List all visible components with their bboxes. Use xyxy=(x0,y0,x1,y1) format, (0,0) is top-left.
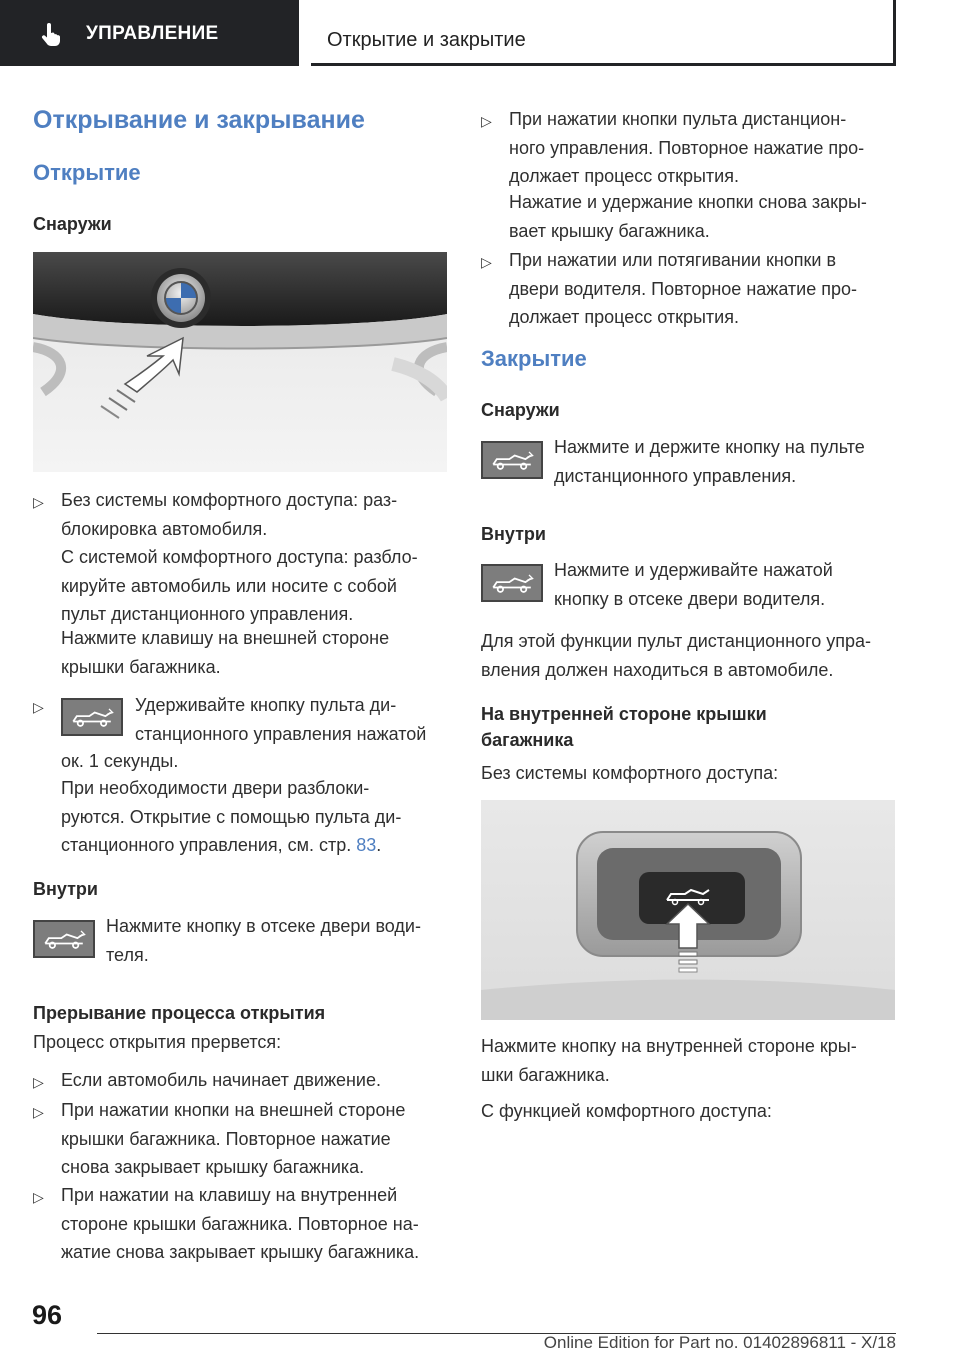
subheading-outside: Снаружи xyxy=(481,400,560,420)
figure-inner-lid-button xyxy=(481,800,895,1020)
bullet-marker: ▷ xyxy=(33,494,44,510)
subheading-inner-lid: На внутренней стороне крышки багажника xyxy=(481,704,767,750)
paragraph-no-comfort-access: Без системы комфортного доступа: xyxy=(481,763,779,783)
paragraph-with-comfort: С функцией комфортного доступа: xyxy=(481,1101,772,1121)
trunk-illustration xyxy=(33,252,447,472)
paragraph-press-outside: Нажмите клавишу на внешней стороне крышки багажника. xyxy=(61,628,390,677)
car-trunk-key-icon xyxy=(481,441,543,479)
section-heading-close: Закрытие xyxy=(481,346,587,371)
list-item: Если автомобиль начинает движение. xyxy=(61,1070,382,1090)
car-trunk-key-icon xyxy=(481,564,543,602)
chapter-header xyxy=(311,0,896,66)
footer-edition: Online Edition for Part no. 01402896811 - X/18 xyxy=(543,1333,896,1352)
paragraph-remote-in-vehicle: Для этой функции пульт дистанционного упра- вления должен находиться в автомобиле. xyxy=(481,631,872,680)
paragraph-interrupt-intro: Процесс открытия прервется: xyxy=(33,1032,282,1052)
paragraph-comfort-access: С системой комфортного доступа: разбло- кируйте автомобиль или носите с собой пульт дистанционного управления. xyxy=(61,547,418,624)
paragraph-inside-door: Нажмите кнопку в отсеке двери води- теля. xyxy=(106,916,421,965)
paragraph-no-comfort: Без системы комфортного доступа: раз- блокировка автомобиля. xyxy=(61,490,398,539)
bullet-marker: ▷ xyxy=(33,1189,44,1205)
car-trunk-key-icon xyxy=(33,920,95,958)
paragraph-remote-press: При нажатии кнопки пульта дистанцион- ного управления. Повторное нажатие про- должает процесс открытия. xyxy=(509,109,865,186)
subheading-outside: Снаружи xyxy=(33,214,112,234)
paragraph-press-inner: Нажмите кнопку на внутренней стороне кры- шки багажника. xyxy=(481,1036,857,1085)
hand-pointer-icon xyxy=(38,22,64,48)
paragraph-driver-door: При нажатии или потягивании кнопки в двери водителя. Повторное нажатие про- должает процесс открытия. xyxy=(509,250,858,327)
paragraph-approx-seconds: ок. 1 секунды. xyxy=(61,751,179,771)
bullet-marker: ▷ xyxy=(33,699,44,715)
inner-lid-illustration xyxy=(481,800,895,1020)
section-title: УПРАВЛЕНИЕ xyxy=(86,23,219,44)
car-trunk-key-icon xyxy=(61,698,123,736)
bullet-marker: ▷ xyxy=(481,113,492,129)
bullet-marker: ▷ xyxy=(33,1074,44,1090)
bullet-marker: ▷ xyxy=(33,1104,44,1120)
paragraph-hold-closes: Нажатие и удержание кнопки снова закры- вает крышку багажника. xyxy=(509,192,867,241)
chapter-title: Открытие и закрытие xyxy=(327,29,526,51)
page-ref-link[interactable]: 83 xyxy=(356,835,377,855)
page-number: 96 xyxy=(32,1300,63,1330)
subheading-inside: Внутри xyxy=(481,524,546,544)
page-title: Открывание и закрывание xyxy=(33,106,365,134)
section-tab[interactable] xyxy=(0,0,299,66)
list-item: При нажатии на клавишу на внутренней стороне крышки багажника. Повторное на- жатие снова закрывает крышку багажника. xyxy=(61,1185,420,1262)
figure-trunk-outside-button xyxy=(33,252,447,472)
bullet-marker: ▷ xyxy=(481,254,492,270)
paragraph-hold-inside-close: Нажмите и удерживайте нажатой кнопку в отсеке двери водителя. xyxy=(554,560,833,609)
section-heading-open: Открытие xyxy=(33,160,141,185)
paragraph-doors-unlock: При необходимости двери разблоки- руются. Открытие с помощью пульта ди- станционного управления, см. стр. 83. xyxy=(61,778,402,855)
paragraph-hold-remote-close: Нажмите и держите кнопку на пульте дистанционного управления. xyxy=(554,437,865,486)
subheading-inside: Внутри xyxy=(33,879,98,899)
paragraph-hold-remote: Удерживайте кнопку пульта ди- станционного управления нажатой xyxy=(135,695,427,744)
list-item: При нажатии кнопки на внешней стороне крышки багажника. Повторное нажатие снова закрывает крышку багажника. xyxy=(61,1100,406,1177)
subheading-interrupt: Прерывание процесса открытия xyxy=(33,1003,326,1023)
